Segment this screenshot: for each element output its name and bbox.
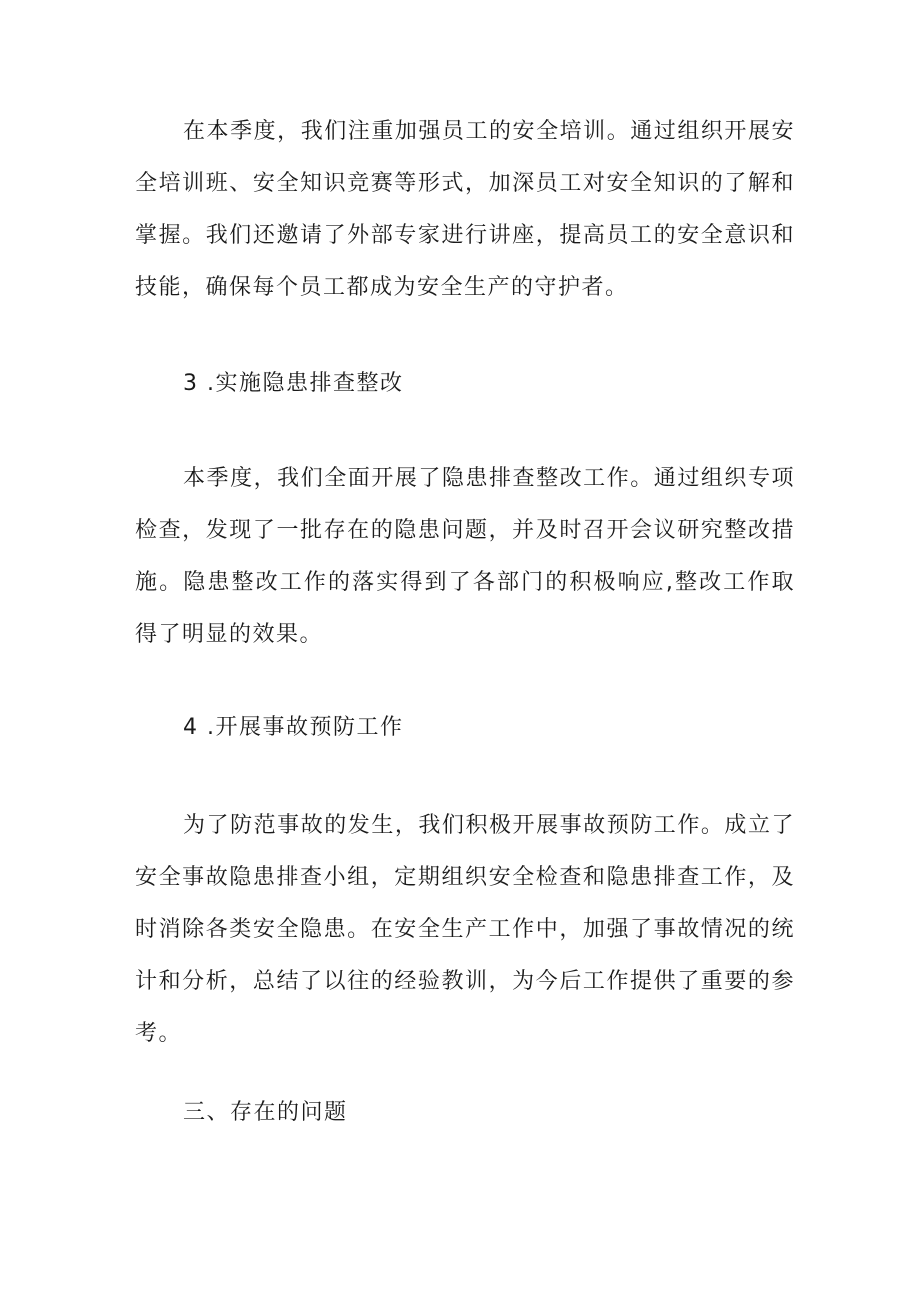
- paragraph-safety-training: 在本季度，我们注重加强员工的安全培训。通过组织开展安全培训班、安全知识竞赛等形式，加深员工对安全知识的了解和掌握。我们还邀请了外部专家进行讲座，提高员工的安全意识和技能，确保每个员工都成为安全生产的守护者。: [135, 119, 795, 300]
- heading-hazard-rectification: 3 .实施隐患排查整改: [183, 371, 404, 396]
- paragraph-accident-prevention: 为了防范事故的发生，我们积极开展事故预防工作。成立了安全事故隐患排查小组，定期组织安全检查和隐患排查工作，及时消除各类安全隐患。在安全生产工作中，加强了事故情况的统计和分析，总结了以往的经验教训，为今后工作提供了重要的参考。: [135, 813, 795, 1046]
- section-heading-existing-problems: 三、存在的问题: [183, 1100, 348, 1125]
- heading-accident-prevention: 4 .开展事故预防工作: [183, 715, 404, 740]
- paragraph-hazard-rectification: 本季度，我们全面开展了隐患排查整改工作。通过组织专项检查，发现了一批存在的隐患问题，并及时召开会议研究整改措施。隐患整改工作的落实得到了各部门的积极响应,整改工作取得了明显的效果。: [135, 466, 795, 647]
